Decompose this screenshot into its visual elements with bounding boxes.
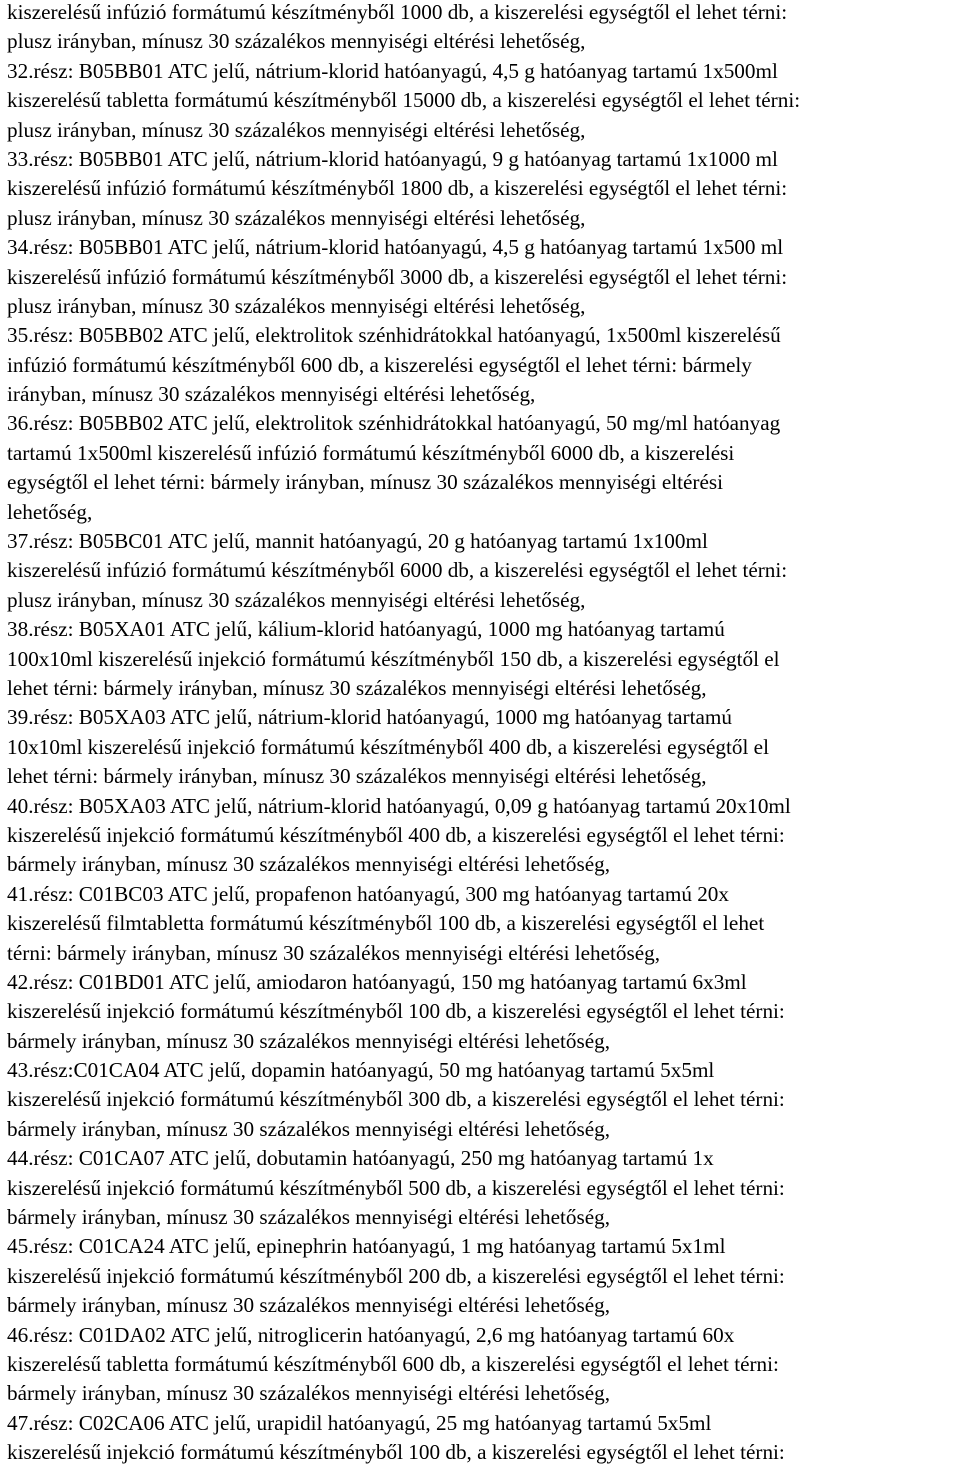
- text-line: 34.rész: B05BB01 ATC jelű, nátrium-klorid hatóanyagú, 4,5 g hatóanyag tartamú 1x500 ml: [7, 235, 784, 260]
- text-line: 10x10ml kiszerelésű injekció formátumú készítményből 400 db, a kiszerelési egységtől el: [7, 734, 769, 759]
- text-line: bármely irányban, mínusz 30 százalékos mennyiségi eltérési lehetőség,: [7, 1116, 611, 1141]
- text-line: kiszerelésű injekció formátumú készítményből 400 db, a kiszerelési egységtől el lehet térni:: [7, 822, 785, 847]
- text-line: 45.rész: C01CA24 ATC jelű, epinephrin hatóanyagú, 1 mg hatóanyag tartamú 5x1ml: [7, 1234, 726, 1259]
- text-line: infúzió formátumú készítményből 600 db, a kiszerelési egységtől el lehet térni: bármely: [7, 352, 752, 377]
- text-line: kiszerelésű injekció formátumú készítményből 500 db, a kiszerelési egységtől el lehet térni:: [7, 1175, 785, 1200]
- text-line: 32.rész: B05BB01 ATC jelű, nátrium-klorid hatóanyagú, 4,5 g hatóanyag tartamú 1x500ml: [7, 58, 778, 83]
- text-line: 38.rész: B05XA01 ATC jelű, kálium-klorid hatóanyagú, 1000 mg hatóanyag tartamú: [7, 617, 725, 642]
- text-line: kiszerelésű injekció formátumú készítményből 300 db, a kiszerelési egységtől el lehet térni:: [7, 1087, 785, 1112]
- text-line: lehetőség,: [7, 499, 93, 524]
- text-line: kiszerelésű injekció formátumú készítményből 100 db, a kiszerelési egységtől el lehet térni:: [7, 1440, 785, 1465]
- text-line: bármely irányban, mínusz 30 százalékos mennyiségi eltérési lehetőség,: [7, 1205, 611, 1230]
- text-line: 44.rész: C01CA07 ATC jelű, dobutamin hatóanyagú, 250 mg hatóanyag tartamú 1x: [7, 1146, 714, 1171]
- text-line: 43.rész:C01CA04 ATC jelű, dopamin hatóanyagú, 50 mg hatóanyag tartamú 5x5ml: [7, 1058, 715, 1083]
- text-line: 33.rész: B05BB01 ATC jelű, nátrium-klorid hatóanyagú, 9 g hatóanyag tartamú 1x1000 ml: [7, 146, 778, 171]
- text-line: 46.rész: C01DA02 ATC jelű, nitroglicerin hatóanyagú, 2,6 mg hatóanyag tartamú 60x: [7, 1322, 735, 1347]
- text-line: kiszerelésű infúzió formátumú készítményből 3000 db, a kiszerelési egységtől el lehet térni:: [7, 264, 788, 289]
- text-line: térni: bármely irányban, mínusz 30 százalékos mennyiségi eltérési lehetőség,: [7, 940, 661, 965]
- text-line: kiszerelésű infúzió formátumú készítményből 6000 db, a kiszerelési egységtől el lehet térni:: [7, 558, 788, 583]
- text-line: lehet térni: bármely irányban, mínusz 30 százalékos mennyiségi eltérési lehetőség,: [7, 675, 707, 700]
- text-line: kiszerelésű tabletta formátumú készítményből 15000 db, a kiszerelési egységtől el lehet térni:: [7, 88, 801, 113]
- text-line: irányban, mínusz 30 százalékos mennyiségi eltérési lehetőség,: [7, 382, 536, 407]
- text-line: 40.rész: B05XA03 ATC jelű, nátrium-klorid hatóanyagú, 0,09 g hatóanyag tartamú 20x10ml: [7, 793, 791, 818]
- text-line: egységtől el lehet térni: bármely irányban, mínusz 30 százalékos mennyiségi eltérési: [7, 470, 724, 495]
- text-line: bármely irányban, mínusz 30 százalékos mennyiségi eltérési lehetőség,: [7, 1028, 611, 1053]
- text-line: bármely irányban, mínusz 30 százalékos mennyiségi eltérési lehetőség,: [7, 852, 611, 877]
- text-line: bármely irányban, mínusz 30 százalékos mennyiségi eltérési lehetőség,: [7, 1381, 611, 1406]
- text-line: kiszerelésű filmtabletta formátumú készítményből 100 db, a kiszerelési egységtől el lehet: [7, 911, 765, 936]
- text-line: kiszerelésű injekció formátumú készítményből 100 db, a kiszerelési egységtől el lehet térni:: [7, 999, 785, 1024]
- text-line: 35.rész: B05BB02 ATC jelű, elektrolitok szénhidrátokkal hatóanyagú, 1x500ml kiszerelésű: [7, 323, 781, 348]
- text-line: bármely irányban, mínusz 30 százalékos mennyiségi eltérési lehetőség,: [7, 1293, 611, 1318]
- text-line: plusz irányban, mínusz 30 százalékos mennyiségi eltérési lehetőség,: [7, 293, 586, 318]
- text-line: plusz irányban, mínusz 30 százalékos mennyiségi eltérési lehetőség,: [7, 29, 586, 54]
- text-line: kiszerelésű injekció formátumú készítményből 200 db, a kiszerelési egységtől el lehet térni:: [7, 1263, 785, 1288]
- text-line: 42.rész: C01BD01 ATC jelű, amiodaron hatóanyagú, 150 mg hatóanyag tartamú 6x3ml: [7, 969, 747, 994]
- text-line: 36.rész: B05BB02 ATC jelű, elektrolitok szénhidrátokkal hatóanyagú, 50 mg/ml hatóanyag: [7, 411, 781, 436]
- text-line: plusz irányban, mínusz 30 százalékos mennyiségi eltérési lehetőség,: [7, 587, 586, 612]
- text-line: 41.rész: C01BC03 ATC jelű, propafenon hatóanyagú, 300 mg hatóanyag tartamú 20x: [7, 881, 729, 906]
- text-line: 100x10ml kiszerelésű injekció formátumú készítményből 150 db, a kiszerelési egységtől el: [7, 646, 780, 671]
- text-line: kiszerelésű infúzió formátumú készítményből 1800 db, a kiszerelési egységtől el lehet térni:: [7, 176, 788, 201]
- text-line: 37.rész: B05BC01 ATC jelű, mannit hatóanyagú, 20 g hatóanyag tartamú 1x100ml: [7, 529, 708, 554]
- text-line: 47.rész: C02CA06 ATC jelű, urapidil hatóanyagú, 25 mg hatóanyag tartamú 5x5ml: [7, 1410, 712, 1435]
- text-line: tartamú 1x500ml kiszerelésű infúzió formátumú készítményből 6000 db, a kiszerelési: [7, 440, 735, 465]
- text-line: 39.rész: B05XA03 ATC jelű, nátrium-klorid hatóanyagú, 1000 mg hatóanyag tartamú: [7, 705, 732, 730]
- text-line: kiszerelésű tabletta formátumú készítményből 600 db, a kiszerelési egységtől el lehet térni:: [7, 1351, 779, 1376]
- text-line: lehet térni: bármely irányban, mínusz 30 százalékos mennyiségi eltérési lehetőség,: [7, 764, 707, 789]
- text-line: plusz irányban, mínusz 30 százalékos mennyiségi eltérési lehetőség,: [7, 205, 586, 230]
- text-line: plusz irányban, mínusz 30 százalékos mennyiségi eltérési lehetőség,: [7, 117, 586, 142]
- text-line: kiszerelésű infúzió formátumú készítményből 1000 db, a kiszerelési egységtől el lehet térni:: [7, 0, 788, 24]
